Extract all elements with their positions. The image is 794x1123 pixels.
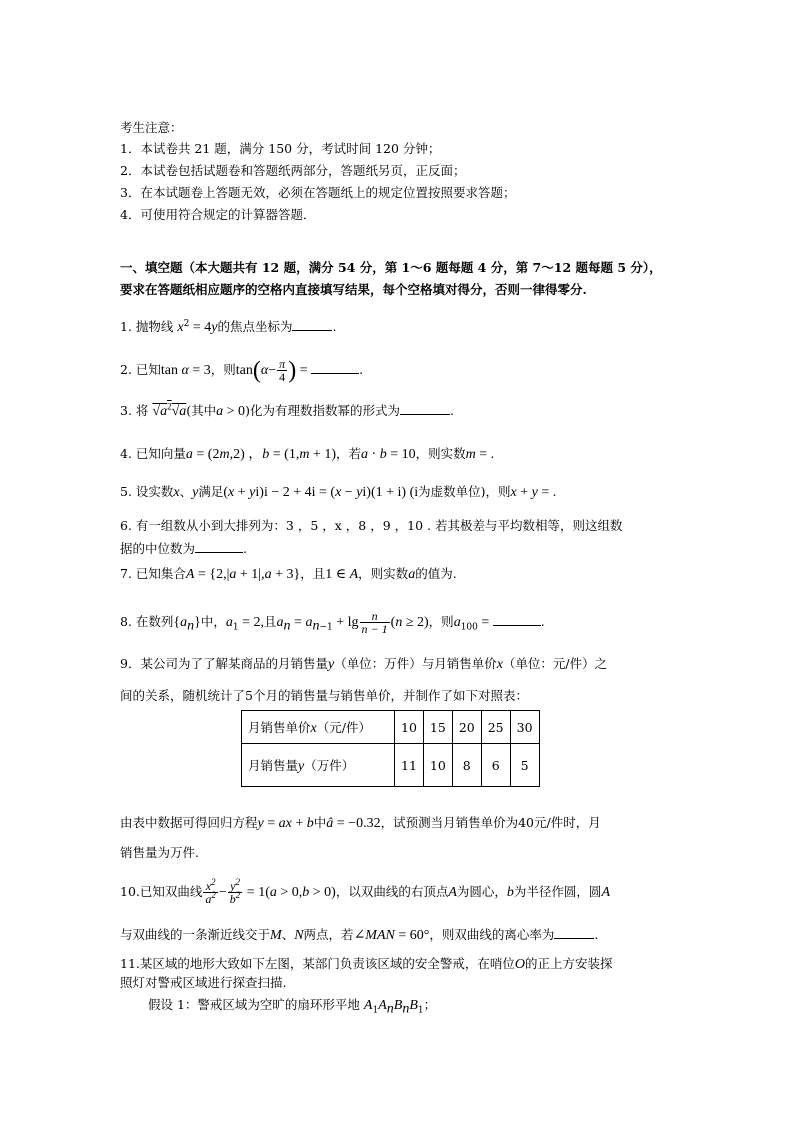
notice-item-3: 3．在本试题卷上答题无效，必须在答题纸上的规定位置按照要求答题； <box>120 185 516 200</box>
table-row <box>242 744 540 787</box>
table-cell: 10 <box>423 744 452 787</box>
row-label-volume: 月销售量y（万件） <box>242 744 395 787</box>
table-cell: 30 <box>510 711 539 744</box>
question-3: 3. 将 $√a^2√a$(其中a > 0)化为有理数指数幂的形式为 . <box>120 401 454 419</box>
sales-table <box>241 710 540 787</box>
question-10-line1: 10.已知双曲线 $\frac{x^2}{a^2}$ − $\frac{y^2}{b^2}$ = 1(a > 0,b > 0)，以双曲线的右顶点A为圆心，b为半径作圆，圆A <box>120 877 610 906</box>
question-9-line2: 间的关系，随机统计了5个月的销售量与销售单价，并制作了如下对照表： <box>120 688 528 703</box>
answer-blank <box>554 926 594 939</box>
row-label-price: 月销售单价x（元/件） <box>242 711 395 744</box>
table-row <box>242 711 540 744</box>
question-11-line1: 11.某区域的地形大致如下左图，某部门负责该区域的安全警戒，在哨位O的正上方安装探 <box>120 956 613 972</box>
table-cell: 11 <box>395 744 424 787</box>
section1-heading-line1: 一、填空题（本大题共有 12 题，满分 54 分，第 1～6 题每题 4 分，第 7～12 题每题 5 分）， <box>120 260 662 275</box>
notice-title: 考生注意： <box>120 120 183 135</box>
notice-item-2: 2．本试卷包括试题卷和答题纸两部分，答题纸另页，正反面； <box>120 163 466 178</box>
table-cell: 10 <box>395 711 424 744</box>
table-cell: 20 <box>452 711 481 744</box>
question-9-line1: 9．某公司为了了解某商品的月销售量y（单位：万件）与月销售单价x（单位：元/件）之 <box>120 656 608 672</box>
table-cell: 6 <box>481 744 510 787</box>
answer-blank <box>493 613 541 626</box>
question-9-line3: 由表中数据可得回归方程y = ax + b中â = −0.32，试预测当月销售单价为40元/件时，月 <box>120 815 601 831</box>
question-5: 5. 设实数x、y满足(x + yi)i − 2 + 4i = (x − yi)(1 + i) (i为虚数单位)，则x + y = . <box>120 484 557 500</box>
table-cell: 15 <box>423 711 452 744</box>
table-cell: 5 <box>510 744 539 787</box>
answer-blank <box>292 318 332 331</box>
question-1: 1. 抛物线 $x^2 = 4y$的焦点坐标为 . <box>120 318 337 335</box>
section1-heading-line2: 要求在答题纸相应题序的空格内直接填写结果，每个空格填对得分，否则一律得零分. <box>120 282 587 297</box>
answer-blank <box>311 361 359 374</box>
question-4: 4. 已知向量a = (2m,2) ，b = (1,m + 1)，若a · b = 10，则实数m = . <box>120 446 495 462</box>
question-2: 2. 已知tan α = 3，则tan(α− $\frac{\pi}{4}$ ) = . <box>120 357 364 384</box>
question-11-line3: 假设 1：警戒区域为空旷的扇环形平地 $A_1A_nB_nB_1$； <box>148 997 437 1017</box>
notice-item-4: 4．可使用符合规定的计算器答题． <box>120 207 316 222</box>
question-11-line2: 照灯对警戒区域进行探查扫描. <box>120 975 287 990</box>
question-8: 8. 在数列$\{a_n\}$中，$a_1 = 2$,且$a_n = a_{n-1} + \lg$ $\frac{n}{n - 1}$ (n ≥ 2)，则$a_{100}$ = . <box>120 609 545 636</box>
question-9-line4: 销售量为万件. <box>120 845 199 860</box>
question-7: 7. 已知集合A = {2,|a + 1|,a + 3}，且1 ∈ A，则实数a的值为. <box>120 566 457 582</box>
answer-blank <box>400 402 450 415</box>
notice-item-1: 1．本试卷共 21 题，满分 150 分，考试时间 120 分钟； <box>120 141 441 156</box>
question-6-line2: 据的中位数为 . <box>120 541 247 556</box>
table-cell: 25 <box>481 711 510 744</box>
question-6-line1: 6. 有一组数从小到大排列为：3 ，5 ，x ，8 ，9 ，10 . 若其极差与平均数相等，则这组数 <box>120 518 623 533</box>
question-10-line2: 与双曲线的一条渐近线交于M、N两点，若∠MAN = 60°，则双曲线的离心率为 . <box>120 927 599 943</box>
table-cell: 8 <box>452 744 481 787</box>
answer-blank <box>195 540 243 553</box>
